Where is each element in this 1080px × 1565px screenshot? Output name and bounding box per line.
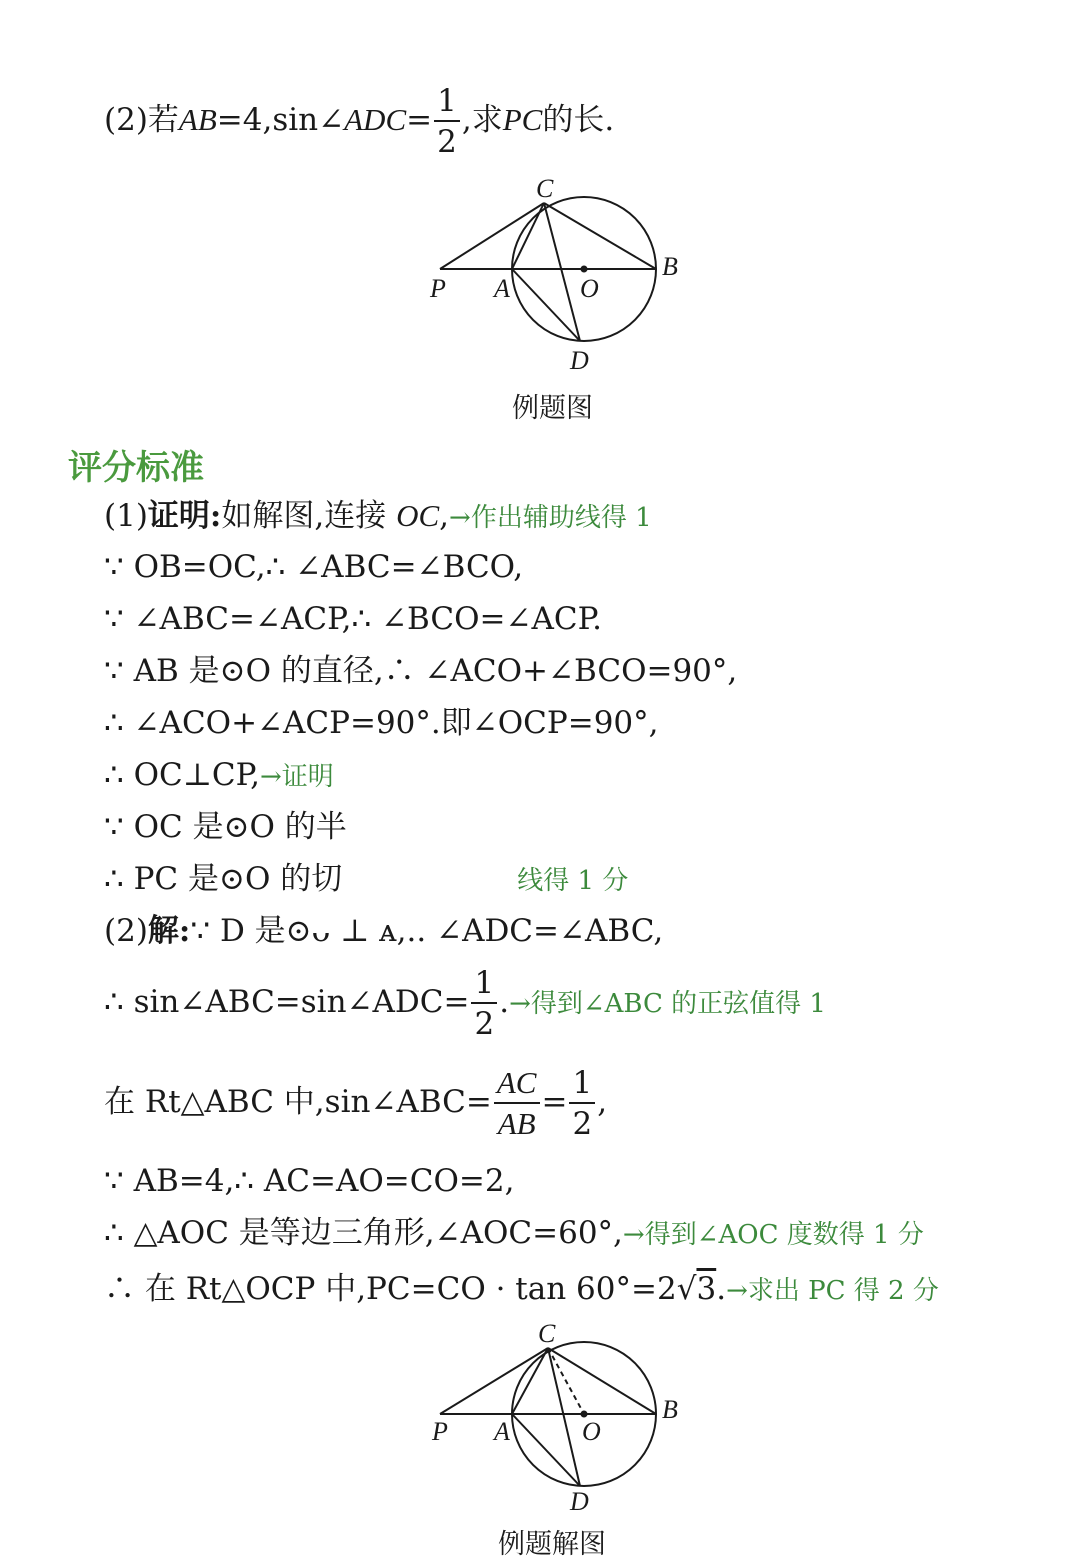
question-pc: PC	[502, 102, 543, 138]
solution-label: 解:	[147, 913, 191, 949]
segment-cd	[544, 203, 580, 341]
equals-sign: =	[541, 1084, 568, 1121]
fraction-den: 2	[572, 1106, 593, 1143]
proof-line-1	[104, 500, 652, 532]
sqrt-symbol: √	[676, 1271, 697, 1307]
fraction-num: 1	[569, 1066, 595, 1104]
label-d: D	[570, 1487, 589, 1516]
solution-line-6-text: ∴ 在 Rt△OCP 中,PC=CO · tan 60°=2	[104, 1271, 677, 1307]
question-suffix: ,求	[461, 102, 503, 139]
segment-cb	[544, 203, 656, 269]
proof-line-6-text: ∴ OC⊥CP,	[104, 757, 261, 793]
segment-cb	[548, 1348, 656, 1414]
label-a: A	[494, 274, 510, 303]
question-end: 的长.	[542, 102, 615, 139]
proof-line-3: ∵ ∠ABC=∠ACP,∴ ∠BCO=∠ACP.	[104, 601, 603, 637]
proof-line-5: ∴ ∠ACO+∠ACP=90°.即∠OCP=90°,	[104, 705, 659, 741]
fraction-den: 2	[474, 1006, 495, 1043]
solution-line-4: ∵ AB=4,∴ AC=AO=CO=2,	[104, 1163, 515, 1199]
proof-comma: ,	[439, 498, 450, 534]
solution-line-3-text: 在 Rt△ABC 中,sin∠ABC=	[104, 1084, 492, 1121]
score-note: →得到∠AOC 度数得 1 分	[622, 1220, 924, 1250]
proof-text: 如解图,连接	[221, 498, 397, 534]
solution-line-2	[104, 966, 826, 1041]
label-p: P	[432, 1417, 448, 1446]
figure-2-caption: 例题解图	[498, 1529, 606, 1560]
proof-line-8-text: ∴ PC 是⊙O 的切	[104, 861, 343, 897]
label-a: A	[494, 1417, 510, 1446]
proof-line-4: ∵ AB 是⊙O 的直径,∴ ∠ACO+∠BCO=90°,	[104, 653, 738, 689]
fraction-num: 1	[434, 84, 460, 122]
score-note: →作出辅助线得 1	[449, 503, 652, 533]
label-o: O	[580, 274, 599, 303]
figure-2	[420, 1320, 720, 1530]
segment-pc	[440, 1348, 548, 1414]
label-o: O	[582, 1417, 601, 1446]
solution-fraction	[471, 966, 497, 1041]
solution-comma: ,	[597, 1084, 608, 1121]
score-note: 线得 1 分	[517, 866, 629, 896]
part-1-number: (1)	[104, 498, 148, 534]
proof-oc: OC	[396, 498, 440, 533]
label-c: C	[538, 1319, 556, 1348]
solution-line-6	[104, 1271, 939, 1307]
fraction-num: 1	[471, 966, 497, 1004]
score-note: →证明	[260, 762, 334, 792]
part-2-number: (2)	[104, 913, 148, 949]
proof-line-6	[104, 757, 334, 793]
question-prefix: (2)若	[104, 102, 179, 139]
question-adc: ADC	[344, 102, 407, 138]
proof-line-2: ∵ OB=OC,∴ ∠ABC=∠BCO,	[104, 549, 524, 585]
fraction-num: AC	[494, 1066, 540, 1104]
sqrt-value: 3	[696, 1271, 717, 1307]
question-fraction	[434, 84, 460, 159]
score-note: →得到∠ABC 的正弦值得 1	[509, 989, 826, 1020]
question-eq4: =4,sin∠	[216, 102, 345, 139]
label-c: C	[536, 174, 554, 203]
score-note: →求出 PC 得 2 分	[726, 1276, 939, 1306]
label-b: B	[662, 1395, 678, 1424]
solution-line-1-text: ∵ D 是⊙ᴗ ⊥ ᴀ,.. ∠ADC=∠ABC,	[190, 913, 664, 949]
solution-line-5-text: ∴ △AOC 是等边三角形,∠AOC=60°,	[104, 1215, 623, 1251]
proof-label: 证明:	[147, 498, 222, 534]
ratio-fraction	[494, 1066, 540, 1141]
label-p: P	[430, 274, 446, 303]
solution-line-5	[104, 1215, 924, 1251]
solution-line-2-text: ∴ sin∠ABC=sin∠ADC=	[104, 984, 470, 1021]
center-dot	[581, 266, 588, 273]
label-b: B	[662, 252, 678, 281]
proof-line-7: ∵ OC 是⊙O 的半	[104, 809, 347, 845]
section-title: 评分标准	[68, 448, 204, 488]
label-d: D	[570, 346, 589, 375]
solution-line-1	[104, 913, 664, 949]
proof-line-8	[104, 861, 629, 897]
figure-1	[420, 175, 720, 385]
question-eq: =	[406, 102, 433, 139]
solution-period: .	[499, 984, 510, 1021]
solution-line-3	[104, 1066, 607, 1141]
figure-1-caption: 例题图	[512, 393, 593, 424]
question-line	[104, 84, 614, 159]
fraction-den: AB	[497, 1106, 536, 1142]
solution-period: .	[716, 1271, 727, 1307]
question-ab: AB	[178, 102, 217, 138]
segment-cd	[548, 1348, 580, 1486]
value-fraction	[569, 1066, 595, 1141]
fraction-den: 2	[437, 124, 457, 161]
